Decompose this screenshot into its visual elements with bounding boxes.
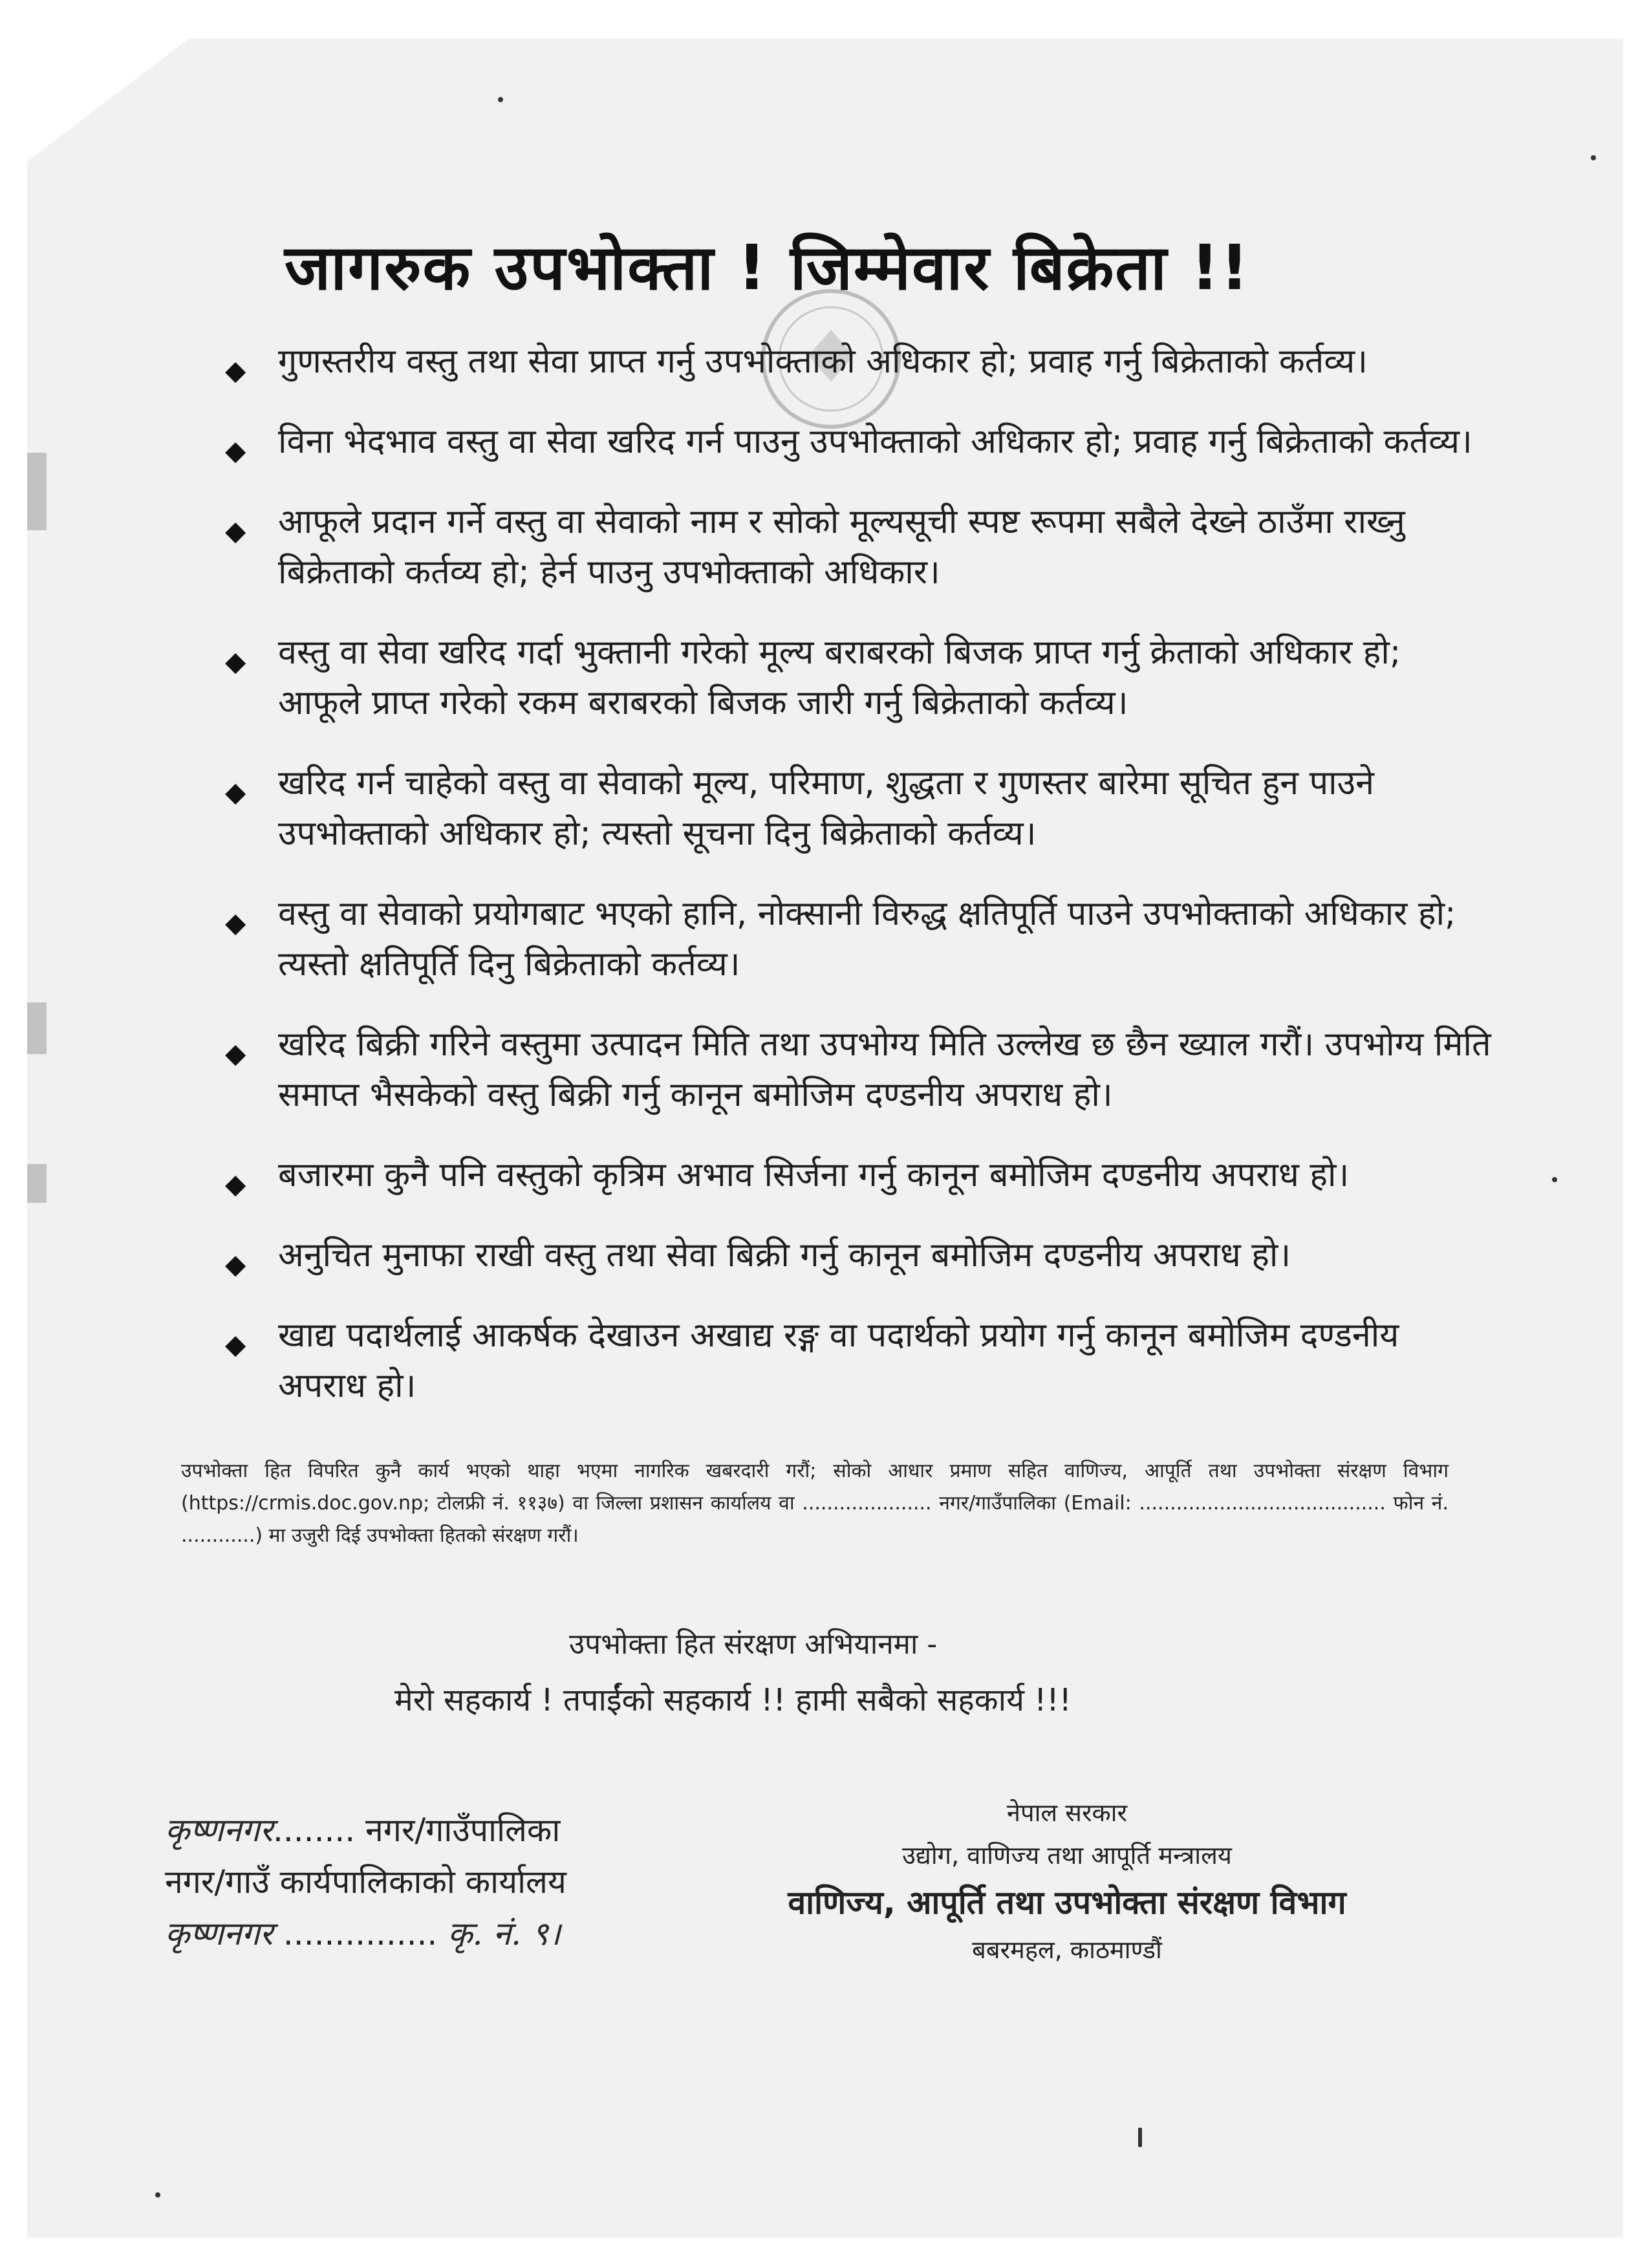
scan-shadow — [27, 453, 47, 530]
government-block — [744, 1791, 1390, 1971]
diamond-bullet-icon: ◆ — [225, 1168, 246, 1200]
diamond-bullet-icon: ◆ — [225, 515, 246, 546]
handwritten-municipality: कृष्णनगर — [165, 1811, 273, 1849]
diamond-bullet-icon: ◆ — [225, 645, 246, 677]
handwritten-place: कृष्णनगर — [165, 1915, 273, 1952]
list-item: ◆ वस्तु वा सेवा खरिद गर्दा भुक्तानी गरेको मूल्य बराबरको बिजक प्राप्त गर्नु क्रेताको अधिकार हो; आफूले प्राप्त गरेको रकम बराबरको बिजक जारी गर्नु बिक्रेताको कर्तव्य। — [225, 633, 1401, 722]
scan-speck — [155, 2192, 160, 2198]
local-body-line-1: कृष्णनगर........ नगर/गाउँपालिका — [165, 1811, 561, 1849]
list-item: ◆ अनुचित मुनाफा राखी वस्तु तथा सेवा बिक्री गर्नु कानून बमोजिम दण्डनीय अपराध हो। — [213, 1230, 1494, 1280]
bullet-list — [213, 336, 1494, 1441]
list-item: ◆ खरिद बिक्री गरिने वस्तुमा उत्पादन मिति तथा उपभोग्य मिति उल्लेख छ छैन ख्याल गरौं। उपभोग्य मिति समाप्त भैसकेको वस्तु बिक्री गर्नु कानून बमोजिम दण्डनीय अपराध हो। — [225, 1025, 1491, 1114]
scan-speck — [1552, 1177, 1557, 1182]
page-title: जागरुक उपभोक्ता ! जिम्मेवार बिक्रेता !! — [285, 232, 1250, 304]
diamond-bullet-icon: ◆ — [225, 435, 246, 466]
local-body-line-2: नगर/गाउँ कार्यपालिकाको कार्यालय — [165, 1863, 566, 1901]
complaint-notice: उपभोक्ता हित विपरित कुनै कार्य भएको थाहा भएमा नागरिक खबरदारी गरौं; सोको आधार प्रमाण सहित वाणिज्य, आपूर्ति तथा उपभोक्ता संरक्षण विभाग (https://crmis.doc.gov.np; टोलफ्री नं. ११३७) वा जिल्ला प्रशासन कार्यालय वा ..................... नगर/गाउँपालिका (Email: ........................................ फोन नं. ............) मा उजुरी दिई उपभोक्ता हितको संरक्षण गरौं। — [181, 1460, 1449, 1547]
govt-line-3: वाणिज्य, आपूर्ति तथा उपभोक्ता संरक्षण विभाग — [788, 1884, 1346, 1921]
list-item: ◆ विना भेदभाव वस्तु वा सेवा खरिद गर्न पाउनु उपभोक्ताको अधिकार हो; प्रवाह गर्नु बिक्रेताको कर्तव्य। — [213, 416, 1494, 467]
scan-shadow — [27, 1002, 47, 1054]
scan-shadow — [27, 1164, 47, 1203]
handwritten-ward: कृ. नं. ९। — [447, 1915, 561, 1952]
govt-line-2: उद्योग, वाणिज्य तथा आपूर्ति मन्त्रालय — [902, 1841, 1232, 1870]
govt-line-4: बबरमहल, काठमाण्डौं — [972, 1936, 1162, 1964]
list-item: ◆ आफूले प्रदान गर्ने वस्तु वा सेवाको नाम र सोको मूल्यसूची स्पष्ट रूपमा सबैले देख्ने ठाउँमा राख्नु बिक्रेताको कर्तव्य हो; हेर्न पाउनु उपभोक्ताको अधिकार। — [225, 502, 1405, 592]
diamond-bullet-icon: ◆ — [225, 1328, 246, 1360]
scan-speck — [1591, 155, 1596, 160]
diamond-bullet-icon: ◆ — [225, 776, 246, 808]
diamond-bullet-icon: ◆ — [225, 1037, 246, 1069]
list-item: ◆ वस्तु वा सेवाको प्रयोगबाट भएको हानि, नोक्सानी विरुद्ध क्षतिपूर्ति पाउने उपभोक्ताको अधिकार हो; त्यस्तो क्षतिपूर्ति दिनु बिक्रेताको कर्तव्य। — [225, 894, 1456, 984]
list-item: ◆ खाद्य पदार्थलाई आकर्षक देखाउन अखाद्य रङ्ग वा पदार्थको प्रयोग गर्नु कानून बमोजिम दण्डनीय अपराध हो। — [225, 1316, 1399, 1405]
govt-line-1: नेपाल सरकार — [1006, 1798, 1128, 1827]
diamond-bullet-icon: ◆ — [225, 354, 246, 386]
local-body-line-3: कृष्णनगर ............... कृ. नं. ९। — [165, 1915, 561, 1952]
list-item: ◆ गुणस्तरीय वस्तु तथा सेवा प्राप्त गर्नु उपभोक्ताको अधिकार हो; प्रवाह गर्नु बिक्रेताको कर्तव्य। — [213, 336, 1494, 387]
campaign-intro: उपभोक्ता हित संरक्षण अभियानमा - — [569, 1628, 938, 1661]
local-body-block — [165, 1804, 734, 1960]
diamond-bullet-icon: ◆ — [225, 907, 246, 938]
list-item: ◆ खरिद गर्न चाहेको वस्तु वा सेवाको मूल्य, परिमाण, शुद्धता र गुणस्तर बारेमा सूचित हुन पाउने उपभोक्ताको अधिकार हो; त्यस्तो सूचना दिनु बिक्रेताको कर्तव्य। — [225, 764, 1374, 853]
scan-speck — [1138, 2128, 1142, 2147]
campaign-slogan: मेरो सहकार्य ! तपाईंको सहकार्य !! हामी सबैको सहकार्य !!! — [394, 1682, 1072, 1718]
list-item: ◆ बजारमा कुनै पनि वस्तुको कृत्रिम अभाव सिर्जना गर्नु कानून बमोजिम दण्डनीय अपराध हो। — [213, 1150, 1494, 1200]
diamond-bullet-icon: ◆ — [225, 1248, 246, 1280]
scan-speck — [498, 97, 503, 102]
